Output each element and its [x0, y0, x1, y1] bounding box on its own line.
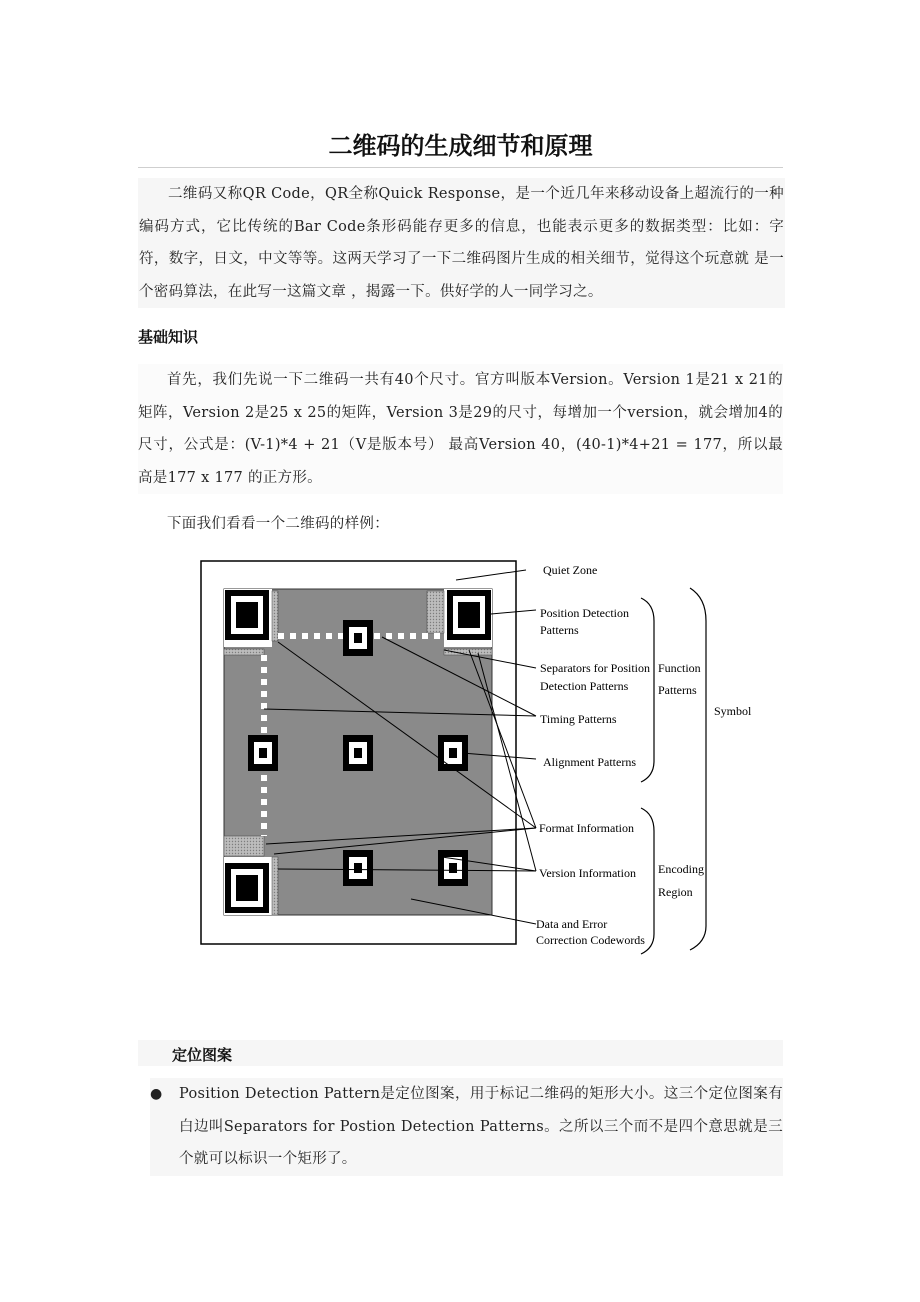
bullet-icon: ● [150, 1086, 163, 1102]
finder-pattern-top-left [225, 590, 269, 640]
label-position-detection-1: Position Detection [540, 606, 629, 620]
label-data-2: Correction Codewords [536, 933, 645, 947]
basics-block [138, 364, 783, 494]
section-heading-finder: 定位图案 [172, 1046, 233, 1064]
version-paragraph: 首先，我们先说一下二维码一共有40个尺寸。官方叫版本Version。Version 1是21 x 21的矩阵，Version 2是25 x 25的矩阵，Version 3是29的尺寸，每增加一个version，就会增加4的尺寸，公式是：(V-1)*4 + 21（V是版本号） 最高Version 40，(40-1)*4+21 = 177，所以最高是177 x 177 的正方形。 [138, 372, 783, 486]
section-finder [138, 1040, 783, 1066]
label-encoding-1: Encoding [658, 862, 704, 876]
label-timing: Timing Patterns [540, 712, 617, 726]
figure-intro: 下面我们看看一个二维码的样例： [167, 516, 389, 532]
label-alignment: Alignment Patterns [543, 755, 636, 769]
braces [641, 588, 706, 954]
qr-structure-diagram [186, 546, 766, 976]
intro-block [138, 178, 785, 308]
label-separators-1: Separators for Position [540, 661, 650, 675]
label-quiet-zone: Quiet Zone [543, 563, 598, 577]
label-format: Format Information [539, 821, 634, 835]
label-symbol: Symbol [714, 704, 752, 718]
qr-structure-figure [186, 546, 766, 976]
label-position-detection-2: Patterns [540, 623, 579, 637]
finder-pattern-bottom-left [225, 863, 269, 913]
bullet-list [150, 1078, 783, 1176]
finder-pattern-top-right [447, 590, 491, 640]
intro-paragraph: 二维码又称QR Code，QR全称Quick Response，是一个近几年来移动设备上超流行的一种编码方式，它比传统的Bar Code条形码能存更多的信息，也能表示更多的数据类型：比如：字符，数字，日文，中文等等。这两天学习了一下二维码图片生成的相关细节，觉得这个玩意就 是一个密码算法，在此写一这篇文章 ，揭露一下。供好学的人一同学习之。 [139, 186, 784, 300]
label-version: Version Information [539, 866, 636, 880]
label-separators-2: Detection Patterns [540, 679, 629, 693]
bullet-position-detection: Position Detection Pattern是定位图案，用于标记二维码的矩形大小。这三个定位图案有白边叫Separators for Postion Detection Patterns。之所以三个而不是四个意思就是三个就可以标识一个矩形了。 [179, 1086, 783, 1167]
page-title: 二维码的生成细节和原理 [138, 126, 783, 168]
label-function-1: Function [658, 661, 701, 675]
label-data-1: Data and Error [536, 917, 608, 931]
section-basics [138, 326, 783, 352]
section-heading-basics: 基础知识 [138, 328, 199, 346]
brace-function [641, 598, 654, 782]
figure-intro-block [138, 508, 783, 541]
label-function-2: Patterns [658, 683, 697, 697]
label-encoding-2: Region [658, 885, 693, 899]
